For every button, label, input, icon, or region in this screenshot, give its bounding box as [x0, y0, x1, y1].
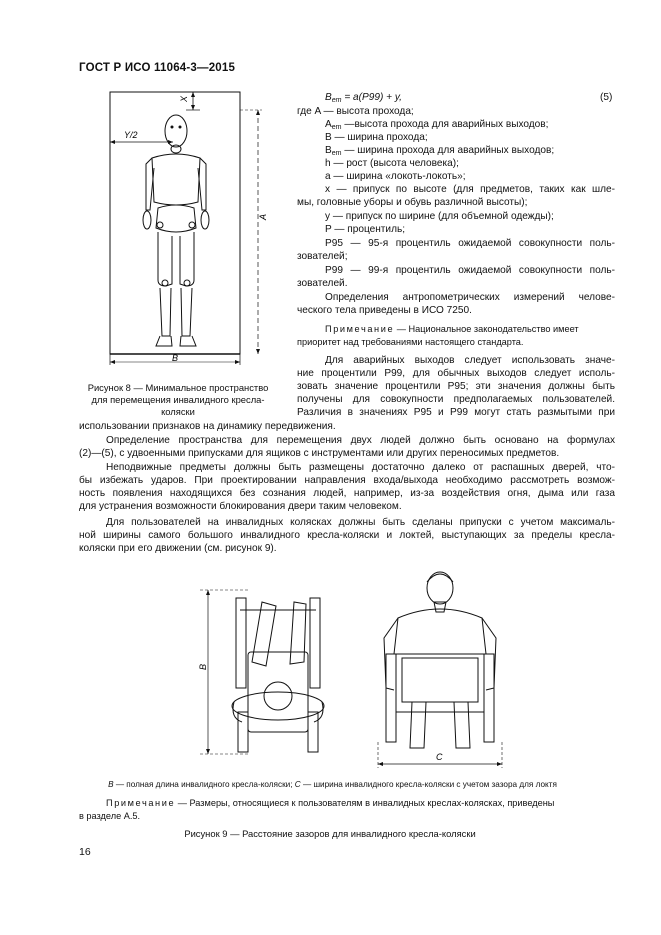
dim-a-label: A: [258, 213, 268, 220]
mannequin-figure: [143, 115, 209, 346]
paragraph-3-line1: Неподвижные предметы должны быть размещены достаточно далеко от распашных дверей, что-: [106, 462, 615, 473]
definition-a2: a — ширина «локоть-локоть»;: [325, 171, 466, 182]
definition-a: где A — высота прохода;: [297, 106, 414, 117]
paragraph-3-line3: ность появления находящихся без сознания людей, например, из-за воздействия огня, дыма или газа: [79, 488, 615, 499]
formula-number: (5): [600, 92, 613, 103]
definition-p: P — процентиль;: [325, 224, 406, 235]
definition-y: y — припуск по ширине (для объемной одежды);: [325, 211, 554, 222]
definition-p95-line2: зователей;: [297, 251, 348, 262]
wheelchair-front-view: [384, 572, 496, 748]
anthropometric-line2: ческого тела приведены в ИСО 7250.: [297, 305, 472, 316]
dim-c-label: C: [436, 752, 443, 762]
paragraph-1-line1: Для аварийных выходов следует использовать значе-: [325, 355, 615, 366]
dim-b9-label: B: [198, 663, 208, 670]
dim-x-label: X: [179, 95, 189, 102]
definition-p99-line1: P99 — 99-я процентиль ожидаемой совокупности поль-: [325, 265, 615, 276]
paragraph-3-line4: для устранения возможности блокирования двери таким человеком.: [79, 501, 402, 512]
paragraph-3-line2: бы избежать ударов. При проектировании направления входа/выхода необходимо рассмотреть возмож-: [79, 475, 615, 486]
definition-p95-line1: P95 — 95-я процентиль ожидаемой совокупности поль-: [325, 238, 615, 249]
figure-9-legend: B — полная длина инвалидного кресла-коляски; C — ширина инвалидного кресла-коляски с учетом зазора для локтя: [108, 780, 557, 789]
note-1-line1: Примечание — Национальное законодательство имеет: [325, 324, 579, 334]
definition-bem: $B_{em}$ — ширина прохода для аварийных выходов;: [325, 145, 555, 157]
paragraph-4-line2: ной ширины самого большого инвалидного кресла-коляски и локтей, выступающих за пределы кресла-: [79, 530, 615, 541]
note-2-line2: в разделе А.5.: [79, 811, 141, 821]
paragraph-1-line5: Различия в значениях P95 и P99 могут стать размытыми при: [297, 407, 615, 418]
definition-x-line1: x — припуск по высоте (для предметов, таких как шле-: [325, 184, 615, 195]
paragraph-1-line4: получены для совокупности предполагаемых пользователей.: [297, 394, 615, 405]
paragraph-4-line1: Для пользователей на инвалидных колясках должны быть сделаны припуски с учетом максималь-: [106, 517, 615, 528]
paragraph-2-line2: (2)—(5), с удвоенными припусками для ящиков с инструментами или других переносимых предметов.: [79, 448, 560, 459]
paragraph-1-line3: зовать значение процентили P95; эти значения должны быть: [297, 381, 615, 392]
dim-y2-label: Y/2: [124, 130, 138, 140]
note-2-line1: Примечание — Размеры, относящиеся к пользователям в инвалидных креслах-колясках, приведены: [106, 798, 555, 808]
definition-x-line2: мы, головные уборы и обувь различной высоты);: [297, 197, 528, 208]
wheelchair-top-view: [232, 598, 324, 752]
figure-9-drawing: [190, 562, 510, 772]
definition-b: B — ширина прохода;: [325, 132, 428, 143]
paragraph-1-line6: использовании признаков на динамику передвижения.: [79, 421, 336, 432]
figure-8-caption: Рисунок 8 — Минимальное пространство для перемещения инвалидного кресла- коляски: [87, 382, 269, 417]
figure-8-drawing: [100, 90, 280, 370]
page-number: 16: [79, 846, 91, 858]
paragraph-2-line1: Определение пространства для перемещения двух людей должно быть основано на формулах: [106, 435, 615, 446]
dim-b-label: B: [172, 353, 179, 363]
note-1-line2: приоритет над требованиями настоящего стандарта.: [297, 337, 524, 347]
document-header: ГОСТ Р ИСО 11064-3—2015: [79, 62, 236, 74]
figure-9-caption: Рисунок 9 — Расстояние зазоров для инвалидного кресла-коляски: [184, 828, 476, 839]
formula-5: $B_{em} = a(P99) + y$,: [325, 92, 402, 104]
paragraph-4-line3: коляски при его движении (см. рисунок 9).: [79, 543, 277, 554]
definition-p99-line2: зователей.: [297, 278, 348, 289]
anthropometric-line1: Определения антропометрических измерений челове-: [325, 292, 615, 303]
definition-aem: $A_{em}$ —высота прохода для аварийных выходов;: [325, 119, 549, 131]
definition-h: h — рост (высота человека);: [325, 158, 459, 169]
paragraph-1-line2: ние процентили P99, для обычных выходов следует исполь-: [297, 368, 615, 379]
